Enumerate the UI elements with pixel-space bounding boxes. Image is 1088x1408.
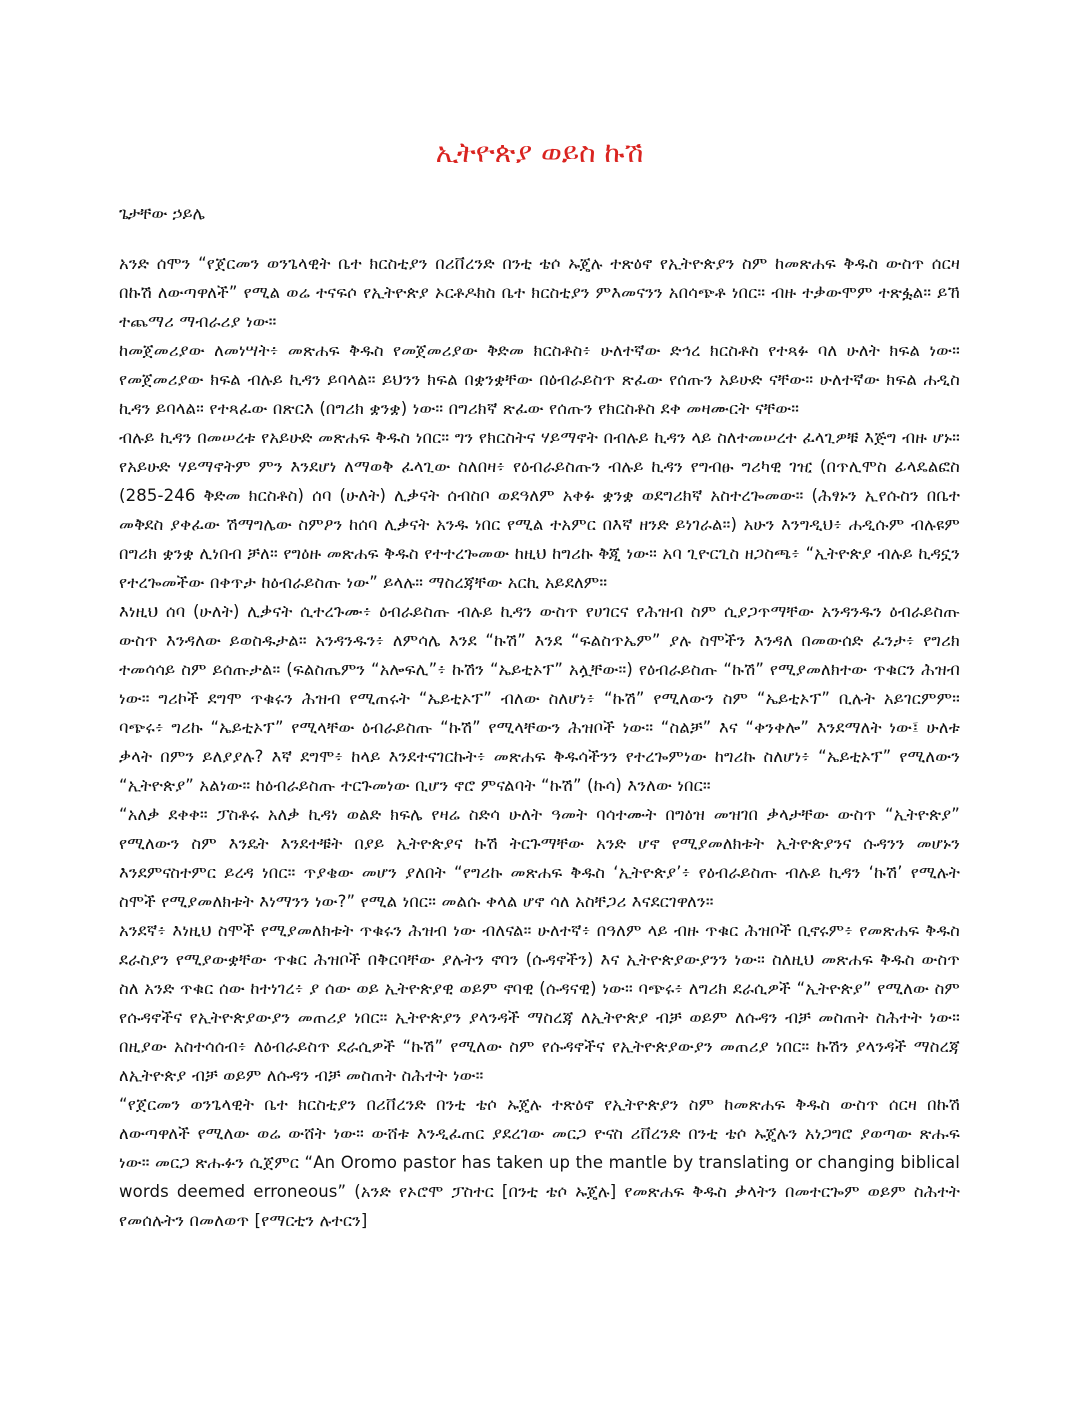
paragraph: “አለቃ ደቀቀ። ፓስቶሩ አለቃ ኪዳነ ወልድ ክፍሌ የዛሬ ስድሳ ሁለት ዓመት ባሳተሙት በግዕዝ መዝገበ ቃላታቸው ውስጥ “ኢትዮጵያ” የሚለውን ስም እንዴት እንደተቹት በያይ ኢትዮጵያና ኩሽ ትርጉማቸው አንድ ሆኖ የሚያመለክቱት ኢትዮጵያንና ሱዳንን መሆኑን እንደምናስተምር ይረዳ ነበር። ጥያቄው መሆን ያለበት “የግሪኩ መጽሐፍ ቅዱስ ‘ኢትዮጵያ’፥ የዕብራይስጡ ብሉይ ኪዳን ‘ኩሽ’ የሚሉት ስሞች የሚያመለክቱት እነማንን ነው?” የሚል ነበር። መልሱ ቀላል ሆኖ ሳለ አስቸጋሪ እናደርገዋለን።	[119, 805, 960, 911]
document-title: ኢትዮጵያ ወይስ ኩሽ	[435, 136, 644, 169]
paragraph: እነዚህ ሰባ (ሁለት) ሊቃናት ሲተረጉሙ፥ ዕብራይስጡ ብሉይ ኪዳን ውስጥ የሀገርና የሕዝብ ስም ሲያጋጥማቸው አንዳንዱን ዕብራይስጡ ውስጥ እንዳለው ይወስዱታል። አንዳንዱን፥ ለምሳሌ እንደ “ኩሽ” እንደ “ፍልስጥኤም” ያሉ ስሞችን እንዳለ በመውሰድ ፈንታ፥ የግሪክ ተመሳሳይ ስም ይሰጡታል። (ፍልስጤምን “አሎፍሊ”፥ ኩሽን “ኤይቲኦፕ” አሏቸው።) የዕብራይስጡ “ኩሽ” የሚያመለክተው ጥቁርን ሕዝብ ነው። ግሪኮች ደግሞ ጥቁሩን ሕዝብ የሚጠሩት “ኤይቲኦፕ” ብለው ስለሆነ፥ “ኩሽ” የሚለውን ስም “ኤይቲኦፕ” ቢሉት አይገርምም። ባጭሩ፥ ግሪኩ “ኤይቲኦፕ” የሚላቸው ዕብራይስጡ “ኩሽ” የሚላቸውን ሕዝቦች ነው። “ስልቻ” እና “ቀንቀሎ” እንደማለት ነው፤ ሁለቱ ቃላት በምን ይለያያሉ? እኛ ደግሞ፥ ከላይ እንደተናገርኩት፥ መጽሐፍ ቅዱሳችንን የተረጐምነው ከግሪኩ ስለሆነ፥ “ኤይቲኦፕ” የሚለውን “ኢትዮጵያ” አልነው። ከዕብራይስጡ ተርጉመነው ቢሆን ኖሮ ምናልባት “ኩሽ” (ኩሳ) እንለው ነበር።	[119, 602, 960, 795]
paragraph: አንደኛ፥ እነዚህ ስሞች የሚያመለክቱት ጥቁሩን ሕዝብ ነው ብለናል። ሁለተኛ፥ በዓለም ላይ ብዙ ጥቁር ሕዝቦች ቢኖሩም፥ የመጽሐፍ ቅዱስ ደራስያን የሚያውቋቸው ጥቁር ሕዝቦች በቅርባቸው ያሉትን ኖባን (ሱዳኖችን) እና ኢትዮጵያውያንን ነው። ስለዚህ መጽሐፍ ቅዱስ ውስጥ ስለ አንድ ጥቁር ሰው ከተነገረ፥ ያ ሰው ወይ ኢትዮጵያዊ ወይም ኖባዊ (ሱዳናዊ) ነው። ባጭሩ፥ ለግሪክ ደራሲዎች “ኢትዮጵያ” የሚለው ስም የሱዳኖችና የኢትዮጵያውያን መጠሪያ ነበር። ኢትዮጵያን ያላንዳች ማስረጃ ለኢትዮጵያ ብቻ ወይም ለሱዳን ብቻ መስጠት ስሕተት ነው። በዚያው አስተሳሰብ፥ ለዕብራይስጥ ደራሲዎች “ኩሽ” የሚለው ስም የሱዳኖችና የኢትዮጵያውያን መጠሪያ ነበር። ኩሽን ያላንዳች ማስረጃ ለኢትዮጵያ ብቻ ወይም ለሱዳን ብቻ መስጠት ስሕተት ነው።	[119, 921, 960, 1085]
author-name: ጌታቸው ኃይሌ	[119, 204, 205, 223]
document-body	[119, 249, 960, 1235]
paragraph: “የጀርመን ወንጌላዊት ቤተ ክርስቲያን በሪቨረንድ በንቲ ቴሶ ኡጄሉ ተጽዕኖ የኢትዮጵያን ስም ከመጽሐፍ ቅዱስ ውስጥ ሰርዛ በኩሽ ለውጣዋለች የሚለው ወሬ ውሸት ነው። ውሸቱ እንዲፈጠር ያደረገው መርጋ ዮናስ ሪቨረንድ በንቲ ቴሶ ኡጄሉን አነጋግሮ ያወጣው ጽሑፍ ነው። መርጋ ጽሑፉን ሲጀምር “An Oromo pastor has taken up the mantle by translating or changing biblical words deemed erroneous” (አንድ የኦሮሞ ፓስተር [በንቲ ቴሶ ኡጄሉ] የመጽሐፍ ቅዱስ ቃላትን በመተርጐም ወይም ስሕተት የመሰሉትን በመለወጥ [የማርቲን ሉተርን]	[119, 1095, 960, 1230]
paragraph: አንድ ሰሞን “የጀርመን ወንጌላዊት ቤተ ክርስቲያን በሪቨረንድ በንቲ ቴሶ ኡጄሉ ተጽዕኖ የኢትዮጵያን ስም ከመጽሐፍ ቅዱስ ውስጥ ሰርዛ በኩሽ ለውጣዋለች” የሚል ወሬ ተናፍሶ የኢትዮጵያ ኦርቶዶክስ ቤተ ክርስቲያን ምእመናንን አበሳጭቶ ነበር። ብዙ ተቃውሞም ተጽፏል። ይኸ ተጨማሪ ማብራሪያ ነው።	[119, 254, 960, 331]
paragraph: ከመጀመሪያው ለመነሣት፥ መጽሐፍ ቅዱስ የመጀመሪያው ቅድመ ክርስቶስ፥ ሁለተኛው ድኅረ ክርስቶስ የተጻፉ ባለ ሁለት ክፍል ነው። የመጀመሪያው ክፍል ብሉይ ኪዳን ይባላል። ይህንን ክፍል በቋንቋቸው በዕብራይስጥ ጽፈው የሰጡን አይሁድ ናቸው። ሁለተኛው ክፍል ሐዲስ ኪዳን ይባላል። የተጻፈው በጽርእ (በግሪክ ቋንቋ) ነው። በግሪክኛ ጽፈው የሰጡን የክርስቶስ ደቀ መዛሙርት ናቸው።	[119, 341, 960, 418]
paragraph: ብሉይ ኪዳን በመሠረቱ የአይሁድ መጽሐፍ ቅዱስ ነበር። ግን የክርስትና ሃይማኖት በብሉይ ኪዳን ላይ ስለተመሠረተ ፈላጊዎቹ እጅግ ብዙ ሆኑ። የአይሁድ ሃይማኖትም ምን እንደሆነ ለማወቅ ፈላጊው ስለበዛ፥ የዕብራይስጡን ብሉይ ኪዳን የግብፁ ግሪካዊ ገዢ (በጥሊሞስ ፊላዴልፎስ (285-246 ቅድመ ክርስቶስ) ሰባ (ሁለት) ሊቃናት ሰብስቦ ወደዓለም አቀፉ ቋንቋ ወደግሪክኛ አስተረጐመው። (ሕፃኑን ኢየሱስን በቤተ መቅደስ ያቀፈው ሽማግሌው ስምዖን ከሰባ ሊቃናት አንዱ ነበር የሚል ተአምር በእኛ ዘንድ ይነገራል።) አሁን እንግዲህ፥ ሐዲሱም ብሉዩም በግሪክ ቋንቋ ሊነበብ ቻለ። የግዕዙ መጽሐፍ ቅዱስ የተተረጐመው ከዚህ ከግሪኩ ቅጂ ነው። አባ ጊዮርጊስ ዘጋስጫ፥ “ኢትዮጵያ ብሉይ ኪዳኗን የተረጐመችው በቀጥታ ከዕብራይስጡ ነው” ይላሉ። ማስረጃቸው አርኪ አይደለም።	[119, 428, 960, 592]
